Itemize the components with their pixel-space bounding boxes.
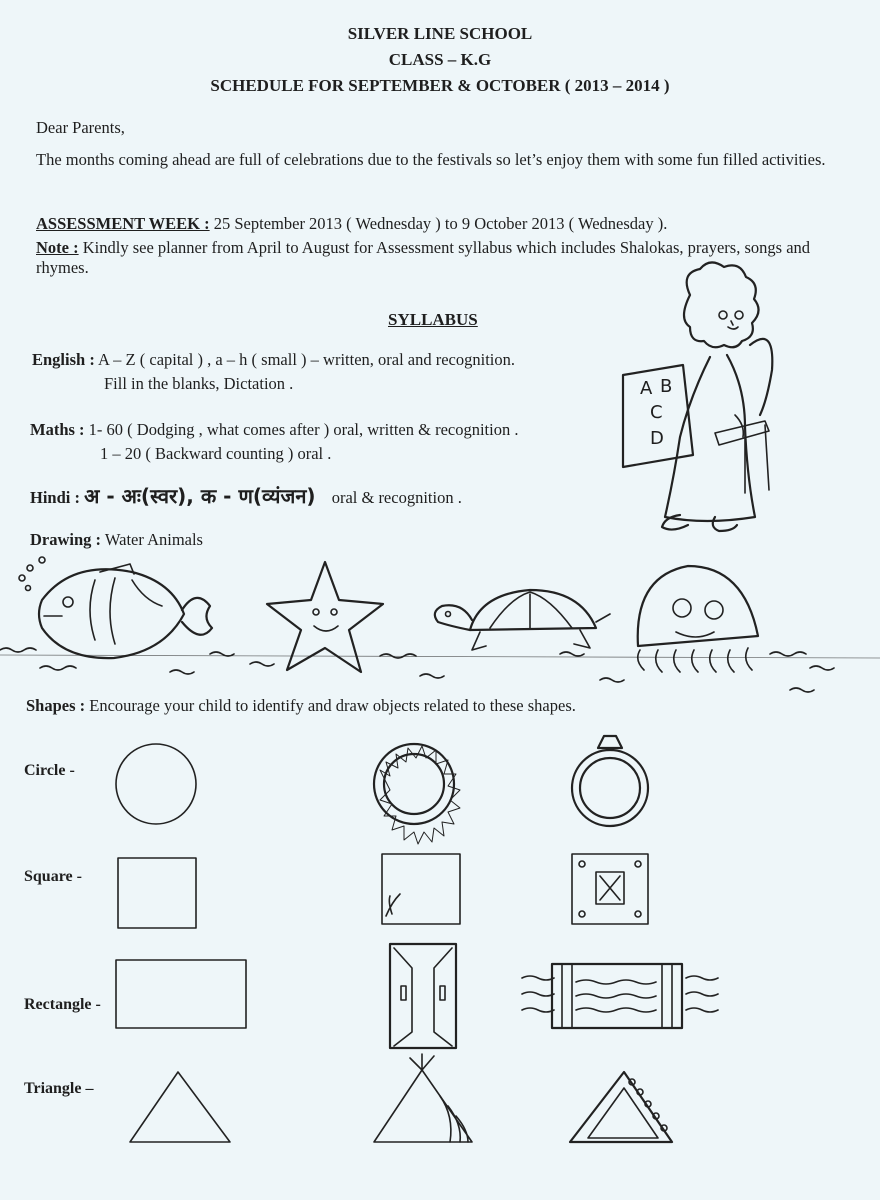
tile-icon	[572, 854, 648, 924]
triangle-shape-icon	[130, 1072, 230, 1142]
english-label: English :	[32, 350, 95, 369]
maths-label: Maths :	[30, 420, 85, 439]
syllabus-title: SYLLABUS	[388, 310, 478, 329]
circle-shape-icon	[116, 744, 196, 824]
door-icon	[390, 944, 456, 1048]
hindi-label: Hindi :	[30, 488, 80, 507]
hindi-line	[30, 486, 462, 508]
maths-text-1: 1- 60 ( Dodging , what comes after ) oral, written & recognition .	[88, 420, 519, 439]
angel-illustration	[615, 265, 785, 540]
board-letter-a: A	[640, 378, 653, 399]
rectangle-shape-icon	[116, 960, 246, 1028]
fish-icon	[39, 564, 212, 658]
note-text: Kindly see planner from April to August for Assessment syllabus which includes Shalokas, prayers, songs and rhymes.	[36, 238, 811, 277]
water-animals-drawing	[0, 550, 880, 695]
note-label: Note :	[36, 238, 79, 257]
assessment-line	[36, 214, 852, 234]
hindi-text: oral & recognition .	[331, 488, 462, 507]
jellyfish-icon	[638, 566, 758, 672]
board-letter-d: D	[650, 428, 664, 449]
drum-icon	[522, 964, 718, 1028]
intro-paragraph: The months coming ahead are full of celebrations due to the festivals so let’s enjoy them with some fun filled activities.	[36, 150, 826, 169]
shapes-line	[26, 696, 576, 716]
drawing-label: Drawing :	[30, 530, 102, 549]
rectangle-label: Rectangle -	[24, 996, 101, 1013]
assessment-dates: 25 September 2013 ( Wednesday ) to 9 October 2013 ( Wednesday ).	[213, 214, 668, 233]
drawing-line	[30, 530, 203, 550]
assessment-label: ASSESSMENT WEEK :	[36, 214, 210, 233]
english-text-1: A – Z ( capital ) , a – h ( small ) – written, oral and recognition.	[98, 350, 516, 369]
shapes-text: Encourage your child to identify and draw objects related to these shapes.	[89, 696, 576, 715]
english-line-2: Fill in the blanks, Dictation .	[104, 374, 294, 393]
starfish-icon	[267, 562, 383, 672]
board-letter-b: B	[660, 376, 673, 397]
school-name: SILVER LINE SCHOOL	[347, 24, 533, 43]
triangle-ruler-icon	[570, 1072, 672, 1142]
maths-line-2: 1 – 20 ( Backward counting ) oral .	[100, 444, 332, 463]
tent-icon	[374, 1054, 472, 1142]
square-label: Square -	[24, 868, 82, 885]
hindi-script: अ - अः(स्वर), क - ण(व्यंजन)	[84, 484, 316, 508]
triangle-label: Triangle –	[24, 1080, 94, 1097]
english-line-1	[32, 350, 515, 370]
picture-frame-icon	[382, 854, 460, 924]
maths-line-1	[30, 420, 518, 440]
square-shape-icon	[118, 858, 196, 928]
class-title: CLASS – K.G	[388, 50, 492, 69]
circle-label: Circle -	[24, 762, 75, 779]
drawing-text: Water Animals	[104, 530, 203, 549]
salutation: Dear Parents,	[36, 118, 125, 137]
turtle-icon	[435, 590, 610, 650]
schedule-title: SCHEDULE FOR SEPTEMBER & OCTOBER ( 2013 – 2014 )	[210, 76, 670, 95]
shapes-label: Shapes :	[26, 696, 86, 715]
shapes-drawings	[0, 720, 880, 1160]
board-letter-c: C	[650, 402, 663, 423]
bangle-icon	[374, 744, 460, 844]
ring-icon	[572, 736, 648, 826]
